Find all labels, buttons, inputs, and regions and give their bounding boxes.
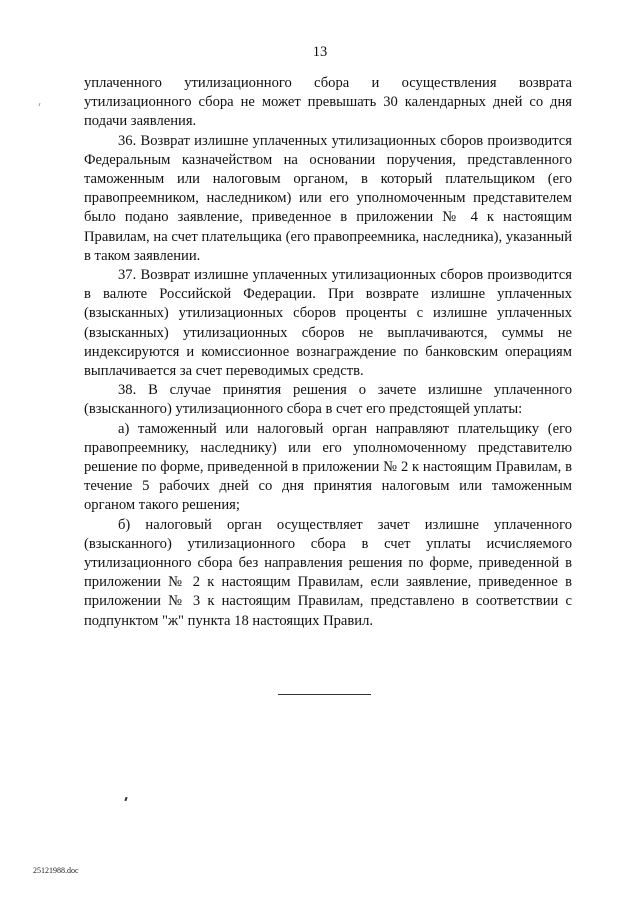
paragraph-36: 36. Возврат излишне уплаченных утилизационных сборов производится Федеральным казначейством на основании поручения, представленного таможенным или налоговым органом, в который плательщиком (его правопреемником, наследником) или его уполномоченным представителем было подано заявление, приведенное в приложении № 4 к настоящим Правилам, на счет плательщика (его правопреемника, наследника), указанный в таком заявлении.	[84, 132, 572, 264]
footer-filename: 25121988.doc	[33, 866, 79, 875]
document-body	[84, 74, 572, 631]
paragraph-35-continuation: уплаченного утилизационного сбора и осуществления возврата утилизационного сбора не может превышать 30 календарных дней со дня подачи заявления.	[84, 75, 572, 130]
scan-speck-bottom	[124, 797, 127, 801]
scan-speck-left	[39, 103, 41, 106]
page-number: 13	[312, 44, 328, 60]
paragraph-38-b: б) налоговый орган осуществляет зачет излишне уплаченного (взысканного) утилизационного сбора в счет уплаты исчисляемого утилизационного сбора без направления решения по форме, приведенной в приложении № 2 к настоящим Правилам, если заявление, приведенное в приложении № 3 к настоящим Правилам, представлено в соответствии с подпунктом "ж" пункта 18 настоящих Правил.	[84, 516, 572, 629]
paragraph-38-a: а) таможенный или налоговый орган направляют плательщику (его правопреемнику, наследнику) или его уполномоченному представителю решение по форме, приведенной в приложении № 2 к настоящим Правилам, в течение 5 рабочих дней со дня принятия налоговым или таможенным органом такого решения;	[84, 420, 572, 514]
paragraph-38: 38. В случае принятия решения о зачете излишне уплаченного (взысканного) утилизационного сбора в счет его предстоящей уплаты:	[84, 382, 572, 418]
end-divider	[278, 694, 371, 695]
paragraph-37: 37. Возврат излишне уплаченных утилизационных сборов производится в валюте Российской Федерации. При возврате излишне уплаченных (взысканных) утилизационных сборов проценты с излишне уплаченных (взысканных) утилизационных сборов не выплачиваются, суммы не индексируются и комиссионное вознаграждение по банковским операциям выплачивается за счет переводимых средств.	[84, 267, 572, 380]
